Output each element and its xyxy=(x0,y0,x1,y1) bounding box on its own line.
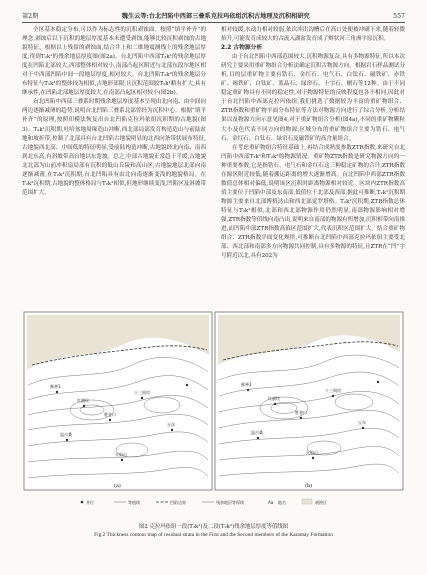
paragraph: 在考虑重矿物组合特征基础上,再结合成熟度参数ZTR指数,来研究台北凹陷中西部T₂k¹和T₂k²的物源情况。重矿物ZTR指数是研究物源方向的一种重要参数,它是指锆石、电气石和金红石这三种稳定矿物的合计,ZTR指数在源区附近较低,随着搬运距离的增大逐渐增高。台北凹陷中西部ZTR指数数值总体相对偏低,说明该区沉积时距离物源相对较近。区块内ZTR指数高值主要位于凹陷中部及东南部,低值位于北部及西部,据此可推断,T₂k¹沉积期物源主要来自北部博格达山和西北部觉罗塔格。T₂k²沉积期,ZTR指数总体特征与T₂k¹相似,北部和西北部物源作用仍然明显,南部物源影响相对增强,ZTR指数等值线向南凸出,说明来自南部的物源有所增加,沉积相带向南推进,而凹陷中部ZTR指数高值区范围扩大,代表沉积区范围扩大。结合重矿物组合、ZTR指数平面变化规律,可推断台北凹陷中西部克拉玛依组主要受北部、西北部和南部多方向物源共同控制,具有多物源的特征,且ZTR在“凹”字号附近以北,具有202为 xyxy=(221,144,405,260)
paragraph: 台北凹陷中西部三叠系时期残余地层厚度基本呈现由北向南、由中间向两边逐渐减薄的趋势,说明台北凹陷三叠系北部曾经为沉积中心。根据“填平补齐”的原理,按照印模法恢复出台北凹陷克拉玛依组沉积期的古地貌(图3)。T₂k¹沉积期,吐哈盆地周缘造山冲断,西北部局部发育构造造山与前陆盆地和坡折带,控制了北部具有台北凹陷古地貌明显的北西向条带状展布特征,古地貌西北高、中间低的特征明显,受前陆构造冲断,古地貌经北向南、南西到北东高,有斜坡带高台地以东宽坡。总之,中部古地貌正常趋于平缓,古地貌北北部为山前冲积扇局部有沉积的低山丘陵和高山区,古地貌地层北部向南逐渐减薄,在T₂k¹沉积期,台北凹陷具有由北向南逐渐变浅的地貌格局。在T₂k²沉积期,古地貌的整体格局与T₂k¹相似,但地形继续变浅,凹陷区及斜坡带范围扩大。 xyxy=(22,99,206,196)
place-label: 鄯善1 xyxy=(241,382,252,387)
panel-a-label: (a) xyxy=(114,483,121,489)
legend-item: 凹陷边界 xyxy=(170,500,186,505)
place-name-icon: Aa xyxy=(268,500,274,505)
page-header xyxy=(22,8,405,23)
legend-item: 剥蚀区 xyxy=(315,500,327,505)
erosion-area-icon xyxy=(302,499,312,504)
panel-b-map xyxy=(215,312,403,490)
legend-item: 地名 xyxy=(278,500,286,505)
place-label: 胜金口 xyxy=(104,412,116,417)
figure-2 xyxy=(22,310,405,520)
running-title: 魏生云等:台北凹陷中西部三叠系克拉玛依组沉积古地理及沉积相研究 xyxy=(121,13,310,20)
paragraph: 相对较缓,水动力相对较弱,依次冲出沟槽后在高口处便被冲刷下来,随着轻微抬升,可能发育成较大的古流入湖盆发育成了辫状河三角洲平原沉积。 xyxy=(221,27,405,43)
left-column xyxy=(22,26,206,198)
right-column xyxy=(221,26,405,261)
place-label: 红旗坎 xyxy=(268,396,280,401)
legend xyxy=(81,499,327,505)
place-label: 丘东 xyxy=(358,420,366,425)
place-label: 温吉桑 xyxy=(251,430,263,435)
place-label: 温吉桑 xyxy=(60,432,72,437)
legend-item: 井位 xyxy=(86,500,94,505)
well-icon xyxy=(81,501,84,504)
place-label: 火焰山 xyxy=(306,450,318,455)
place-label: 火焰山 xyxy=(115,452,127,457)
paragraph: 全区基本稳定分布,可以作为标志性的沉积剥蚀面。按照“填平补齐”的理念,剥蚀后以下沉积的地层厚度基本未遭受剥蚀,能够比较沉积剥蚀的古地貌特征。根据以上残留的剥蚀面,结合井上和二维地震测线上的残余地层厚度,得到T₂k¹的残余地层厚度图(图2a)。台北凹陷中西部T₂k¹的残余地层厚度在凹陷北部较大,西部整体相对较小,南部凸起区附近与北部东段尔地区相对于中西部凹陷中间一段地层厚度,相对较大。台北凹陷T₂k²的残余地层分布特征与T₂k¹的整体较为相似,吉地形部限,且沉积范围较T₂k¹略有扩大,具有继承性,在凹陷北部地层厚度较大,在南部凸起区相对较小(图2b)。 xyxy=(22,27,206,97)
place-label: 鄯善1 xyxy=(50,384,61,389)
section-heading: 2.2 古物源分析 xyxy=(221,45,263,52)
place-label: 红旗坎 xyxy=(77,398,89,403)
place-label: 胜金口 xyxy=(295,410,307,415)
panel-a-map xyxy=(24,312,212,490)
paragraph: 由于台北凹陷中西部范围较大,沉积物源复杂,具有多物源特征,所以本次研究主要采用重矿物组合分析法确定沉积古物源方向。根据岩石样品测试分析,目的层重矿物主要有锆石、金红石、电气石、白钛石、磁铁矿、赤铁矿、褐铁矿、白钛矿、蓝晶石、绿帘石、十字石、榍石等12种。由于不同稳定重矿物具有不同的稳定性,对于物源特征的反映程度也各不相同,因此对于台北凹陷中西部克拉玛依组,我们挑选了数据较为丰富的重矿物组合、ZTR指数和重矿物平面分布特征等方法对物源方向进行了综合分析,分析结果以及物源方向示意见图4,对于重矿物组合分析(图4a),不同的重矿物颗粒大小及色代表不同方向的物源,区域分布的重矿物组合主要为锆石、电气石、金红石、白钛石、绿帘石及磁铁矿的高含量组合。 xyxy=(221,54,405,142)
issue-number: 第2期 xyxy=(22,13,39,20)
figure-caption-cn: 图2 克拉玛依组一段(T₂k¹)及二段(T₂k²)残余地层厚度等值线图 xyxy=(138,524,289,530)
panel-b-label: (b) xyxy=(305,483,313,489)
figure-caption-en: Fig.2 Thickness contour map of residual strata in the First and the Second members of the Karamay Formation xyxy=(94,532,333,538)
contour-maps xyxy=(22,310,405,520)
place-label: 十三间房 xyxy=(325,388,341,393)
legend-item: 等值线 xyxy=(128,500,140,505)
place-label: 十三间房 xyxy=(134,390,150,395)
legend-item: 残余地层等厚线 xyxy=(216,500,244,505)
place-label: 丘东 xyxy=(167,422,175,427)
page-number: 557 xyxy=(393,13,405,20)
